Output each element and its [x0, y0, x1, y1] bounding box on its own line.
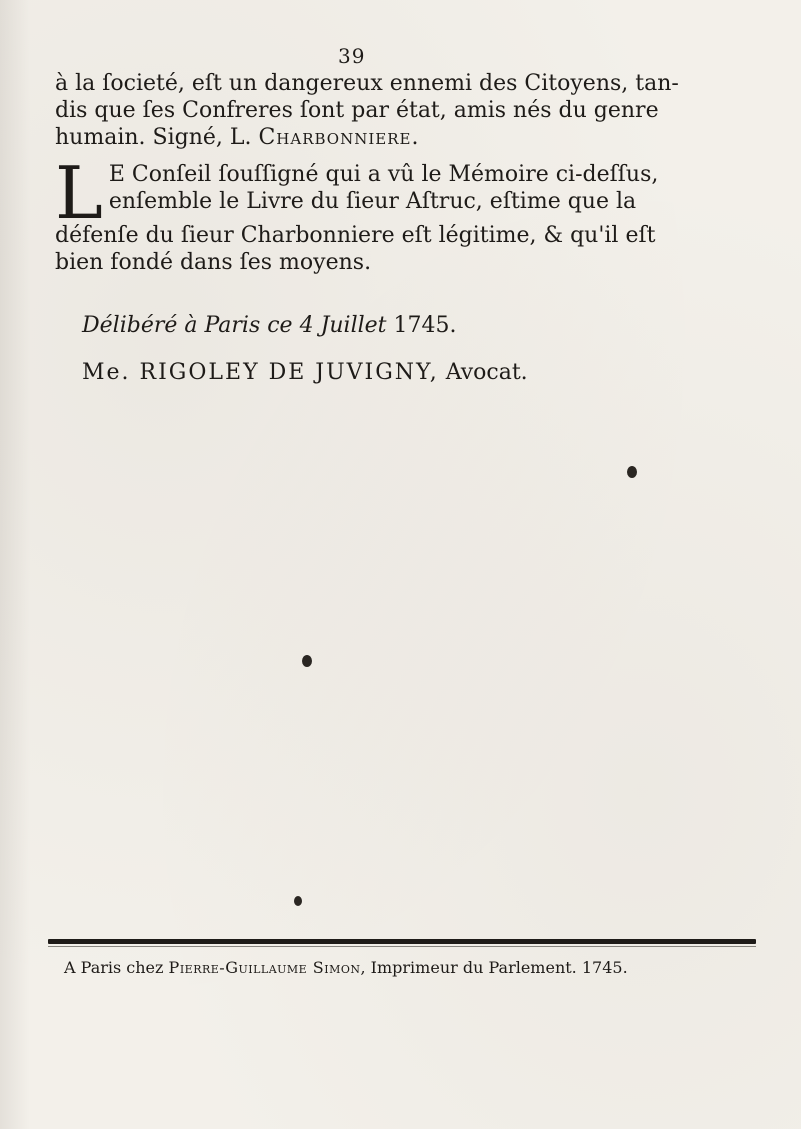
paragraph-2-line-1: E Conſeil ſouſſigné qui a vû le Mémoire ci-deſſus, — [108, 162, 659, 187]
paragraph-1-line-2: dis que ſes Confreres ſont par état, amis nés du genre — [55, 98, 659, 123]
signature-prefix: humain. Signé, L. — [55, 125, 259, 150]
printer-imprint — [64, 958, 628, 977]
footer-rule-thin — [48, 946, 756, 947]
imprint-printer: Pierre-Guillaume Simon — [168, 958, 361, 977]
dateline-text: Délibéré à Paris ce 4 Juillet — [82, 313, 394, 338]
advocate-signature — [82, 360, 528, 385]
advocate-title: Avocat. — [438, 360, 528, 385]
paragraph-2-line-3: défenſe du ſieur Charbonniere eſt légitime, & qu'il eſt — [55, 223, 656, 248]
footer-rule — [48, 939, 756, 944]
ink-blot-ornament — [294, 896, 302, 906]
dateline-year: 1745. — [393, 313, 457, 338]
paragraph-1-line-1: à la ſocieté, eſt un dangereux ennemi des Citoyens, tan- — [55, 71, 679, 96]
paragraph-2-line-2: enſemble le Livre du ſieur Aſtruc, eſtime que la — [108, 189, 637, 214]
advocate-name: Me. RIGOLEY DE JUVIGNY, — [82, 360, 439, 385]
signer-name: Charbonniere. — [258, 125, 420, 150]
page-number: 39 — [338, 44, 366, 68]
imprint-prefix: A Paris chez — [64, 958, 169, 977]
drop-cap: L — [55, 151, 103, 235]
ink-blot-ornament — [302, 655, 312, 667]
paragraph-1-line-3 — [55, 124, 755, 151]
dateline — [82, 313, 457, 338]
paragraph-2 — [55, 151, 755, 276]
paragraph-1 — [55, 70, 755, 151]
imprint-suffix: , Imprimeur du Parlement. 1745. — [360, 958, 628, 977]
ink-blot-ornament — [627, 466, 637, 478]
page-edge-shadow — [0, 0, 30, 1129]
paragraph-2-line-4: bien fondé dans ſes moyens. — [55, 250, 372, 275]
